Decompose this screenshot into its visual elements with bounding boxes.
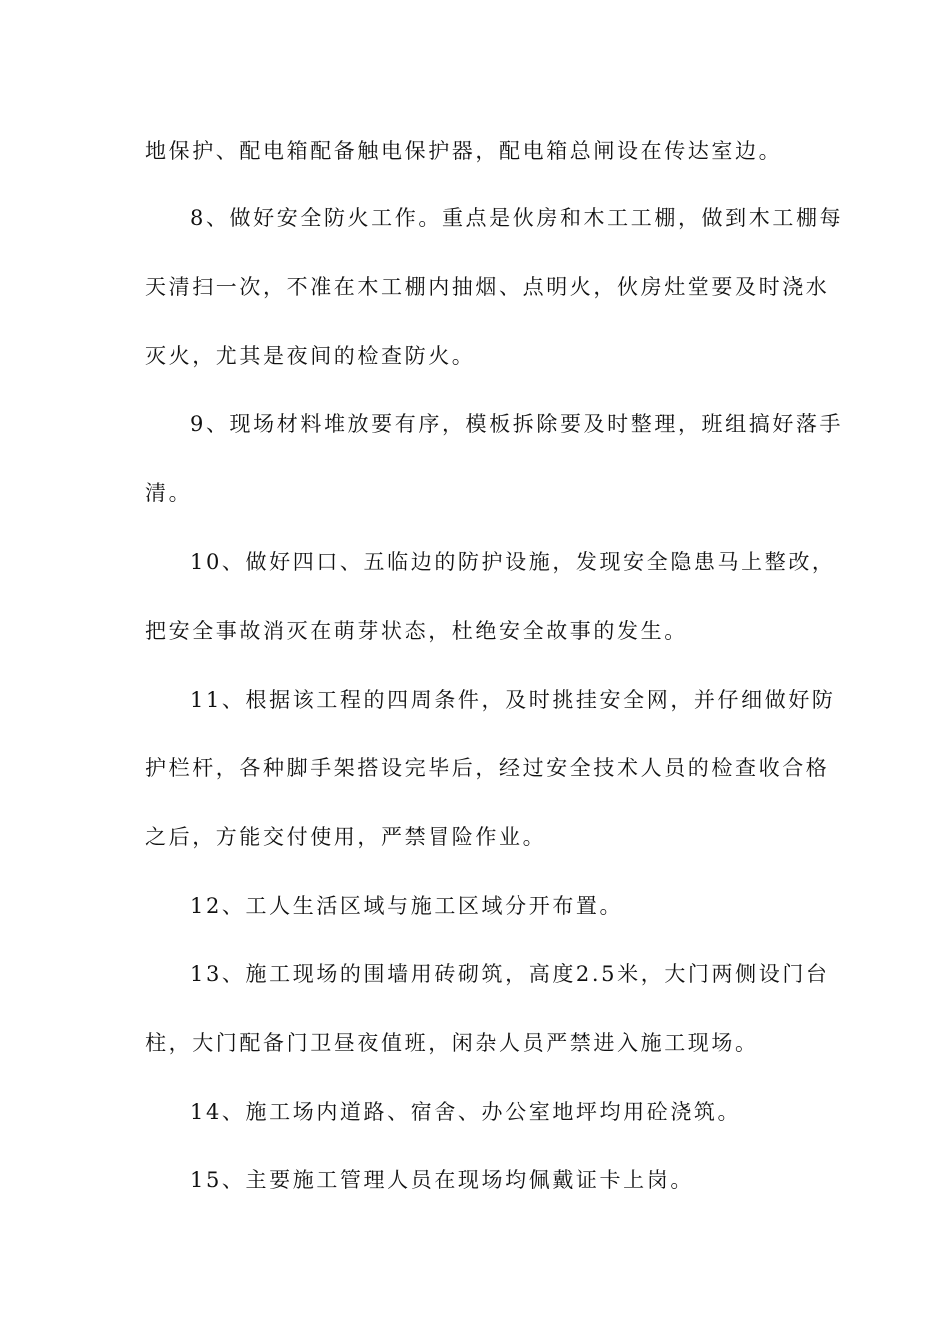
text-line: 11、根据该工程的四周条件，及时挑挂安全网，并仔细做好防: [190, 688, 836, 712]
text-line: 之后，方能交付使用，严禁冒险作业。: [145, 825, 547, 849]
text-line: 把安全事故消灭在萌芽状态，杜绝安全故事的发生。: [145, 619, 688, 643]
text-line: 天清扫一次，不准在木工棚内抽烟、点明火，伙房灶堂要及时浇水: [145, 275, 830, 299]
text-line: 8、做好安全防火工作。重点是伙房和木工工棚，做到木工棚每: [190, 206, 844, 230]
text-line: 护栏杆，各种脚手架搭设完毕后，经过安全技术人员的检查收合格: [145, 756, 830, 780]
text-line: 灭火，尤其是夜间的检查防火。: [145, 344, 476, 368]
text-line: 10、做好四口、五临边的防护设施，发现安全隐患马上整改，: [190, 550, 836, 574]
text-line: 柱，大门配备门卫昼夜值班，闲杂人员严禁进入施工现场。: [145, 1031, 759, 1055]
text-line: 清。: [145, 481, 193, 505]
text-line: 13、施工现场的围墙用砖砌筑，高度2.5米，大门两侧设门台: [190, 962, 830, 986]
text-line: 9、现场材料堆放要有序，模板拆除要及时整理，班组搞好落手: [190, 412, 844, 436]
text-line: 15、主要施工管理人员在现场均佩戴证卡上岗。: [190, 1168, 694, 1192]
text-line: 12、工人生活区域与施工区域分开布置。: [190, 894, 624, 918]
text-line: 地保护、配电箱配备触电保护器，配电箱总闸设在传达室边。: [145, 139, 783, 163]
text-line: 14、施工场内道路、宿舍、办公室地坪均用砼浇筑。: [190, 1100, 742, 1124]
